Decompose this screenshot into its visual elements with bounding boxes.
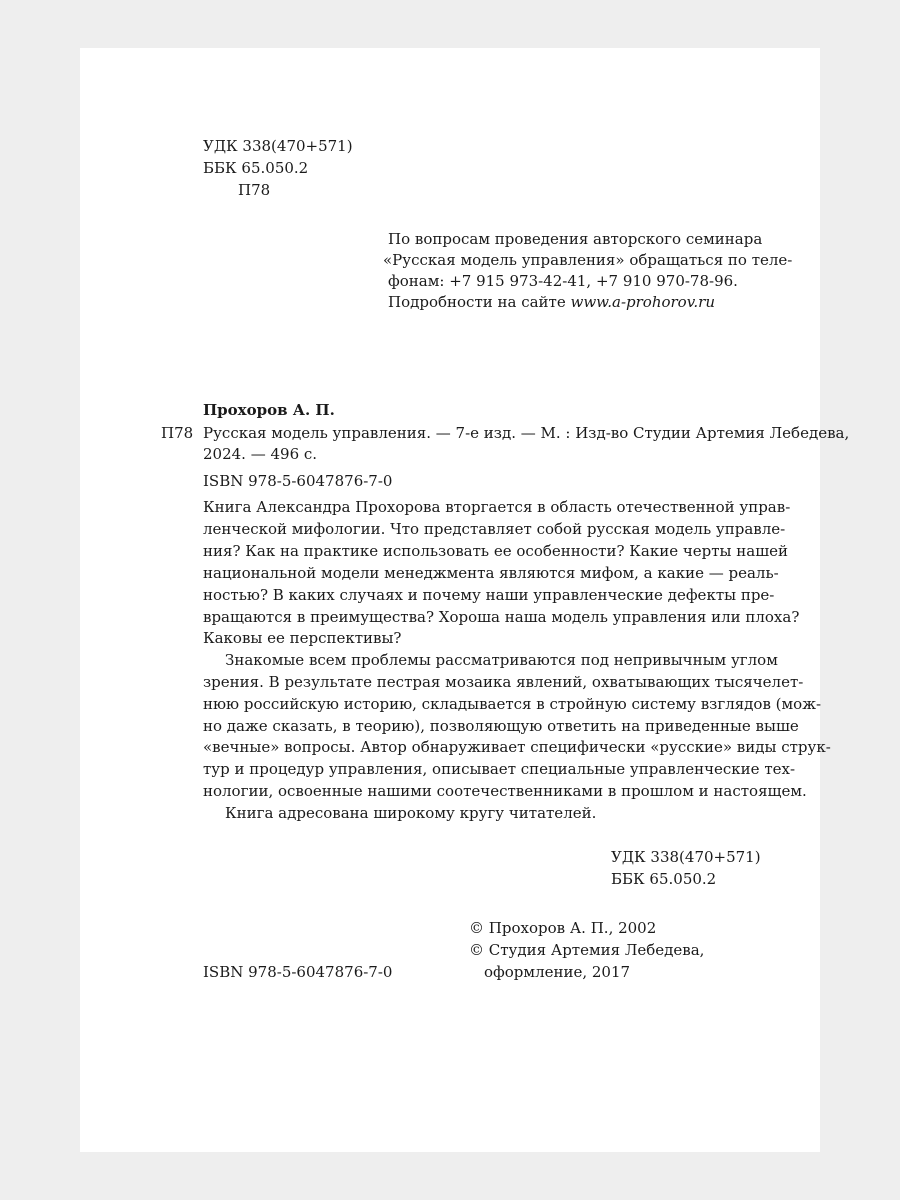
annotation-line: зрения. В результате пестрая мозаика явлений, охватывающих тысячелет-: [203, 673, 804, 691]
copyright-line-2: © Студия Артемия Лебедева,: [469, 941, 705, 959]
bbk-code-top: ББК 65.050.2: [203, 159, 309, 177]
annotation-line: Каковы ее перспективы?: [203, 629, 402, 647]
annotation-line: ностью? В каких случаях и почему наши управленческие дефекты пре-: [203, 586, 775, 604]
annotation-line: Знакомые всем проблемы рассматриваются под непривычным углом: [225, 651, 778, 669]
annotation-line: нологии, освоенные нашими соотечественниками в прошлом и настоящем.: [203, 782, 807, 800]
book-page: [80, 48, 850, 1152]
catalog-isbn: ISBN 978-5-6047876-7-0: [203, 472, 393, 490]
catalog-mark: П78: [161, 424, 194, 442]
author-mark-top: П78: [238, 181, 271, 199]
annotation-line: нюю российскую историю, складывается в стройную систему взглядов (мож-: [203, 695, 822, 713]
seminar-notice-line-1: По вопросам проведения авторского семинара: [388, 230, 763, 248]
seminar-notice-line-2: «Русская модель управления» обращаться по теле-: [383, 251, 793, 269]
catalog-author: Прохоров А. П.: [203, 401, 335, 419]
copyright-line-1: © Прохоров А. П., 2002: [469, 919, 657, 937]
copyright-line-3: оформление, 2017: [484, 963, 631, 981]
udk-code-top: УДК 338(470+571): [203, 137, 353, 155]
annotation-line: Книга адресована широкому кругу читателей.: [225, 804, 597, 822]
website-prefix: Подробности на сайте: [388, 293, 571, 311]
annotation-line: но даже сказать, в теорию), позволяющую ответить на приведенные выше: [203, 717, 799, 735]
annotation-line: Книга Александра Прохорова вторгается в область отечественной управ-: [203, 498, 791, 516]
isbn-bottom: ISBN 978-5-6047876-7-0: [203, 963, 393, 981]
catalog-title-line-2: 2024. — 496 с.: [203, 445, 318, 463]
annotation-line: «вечные» вопросы. Автор обнаруживает специфически «русские» виды струк-: [203, 738, 831, 756]
catalog-title-line-1: Русская модель управления. — 7-е изд. — М. : Изд-во Студии Артемия Лебедева,: [203, 424, 850, 442]
seminar-notice-line-4: [388, 291, 715, 313]
seminar-notice-line-3: фонам: +7 915 973-42-41, +7 910 970-78-96.: [388, 272, 738, 290]
annotation-line: ленческой мифологии. Что представляет собой русская модель управле-: [203, 520, 786, 538]
annotation-line: вращаются в преимущества? Хороша наша модель управления или плоха?: [203, 608, 800, 626]
annotation-line: тур и процедур управления, описывает специальные управленческие тех-: [203, 760, 796, 778]
bbk-code-bottom: ББК 65.050.2: [611, 870, 717, 888]
udk-code-bottom: УДК 338(470+571): [611, 848, 761, 866]
website-link: www.a-prohorov.ru: [570, 293, 716, 311]
annotation-line: национальной модели менеджмента являются мифом, а какие — реаль-: [203, 564, 779, 582]
annotation-line: ния? Как на практике использовать ее особенности? Какие черты нашей: [203, 542, 789, 560]
